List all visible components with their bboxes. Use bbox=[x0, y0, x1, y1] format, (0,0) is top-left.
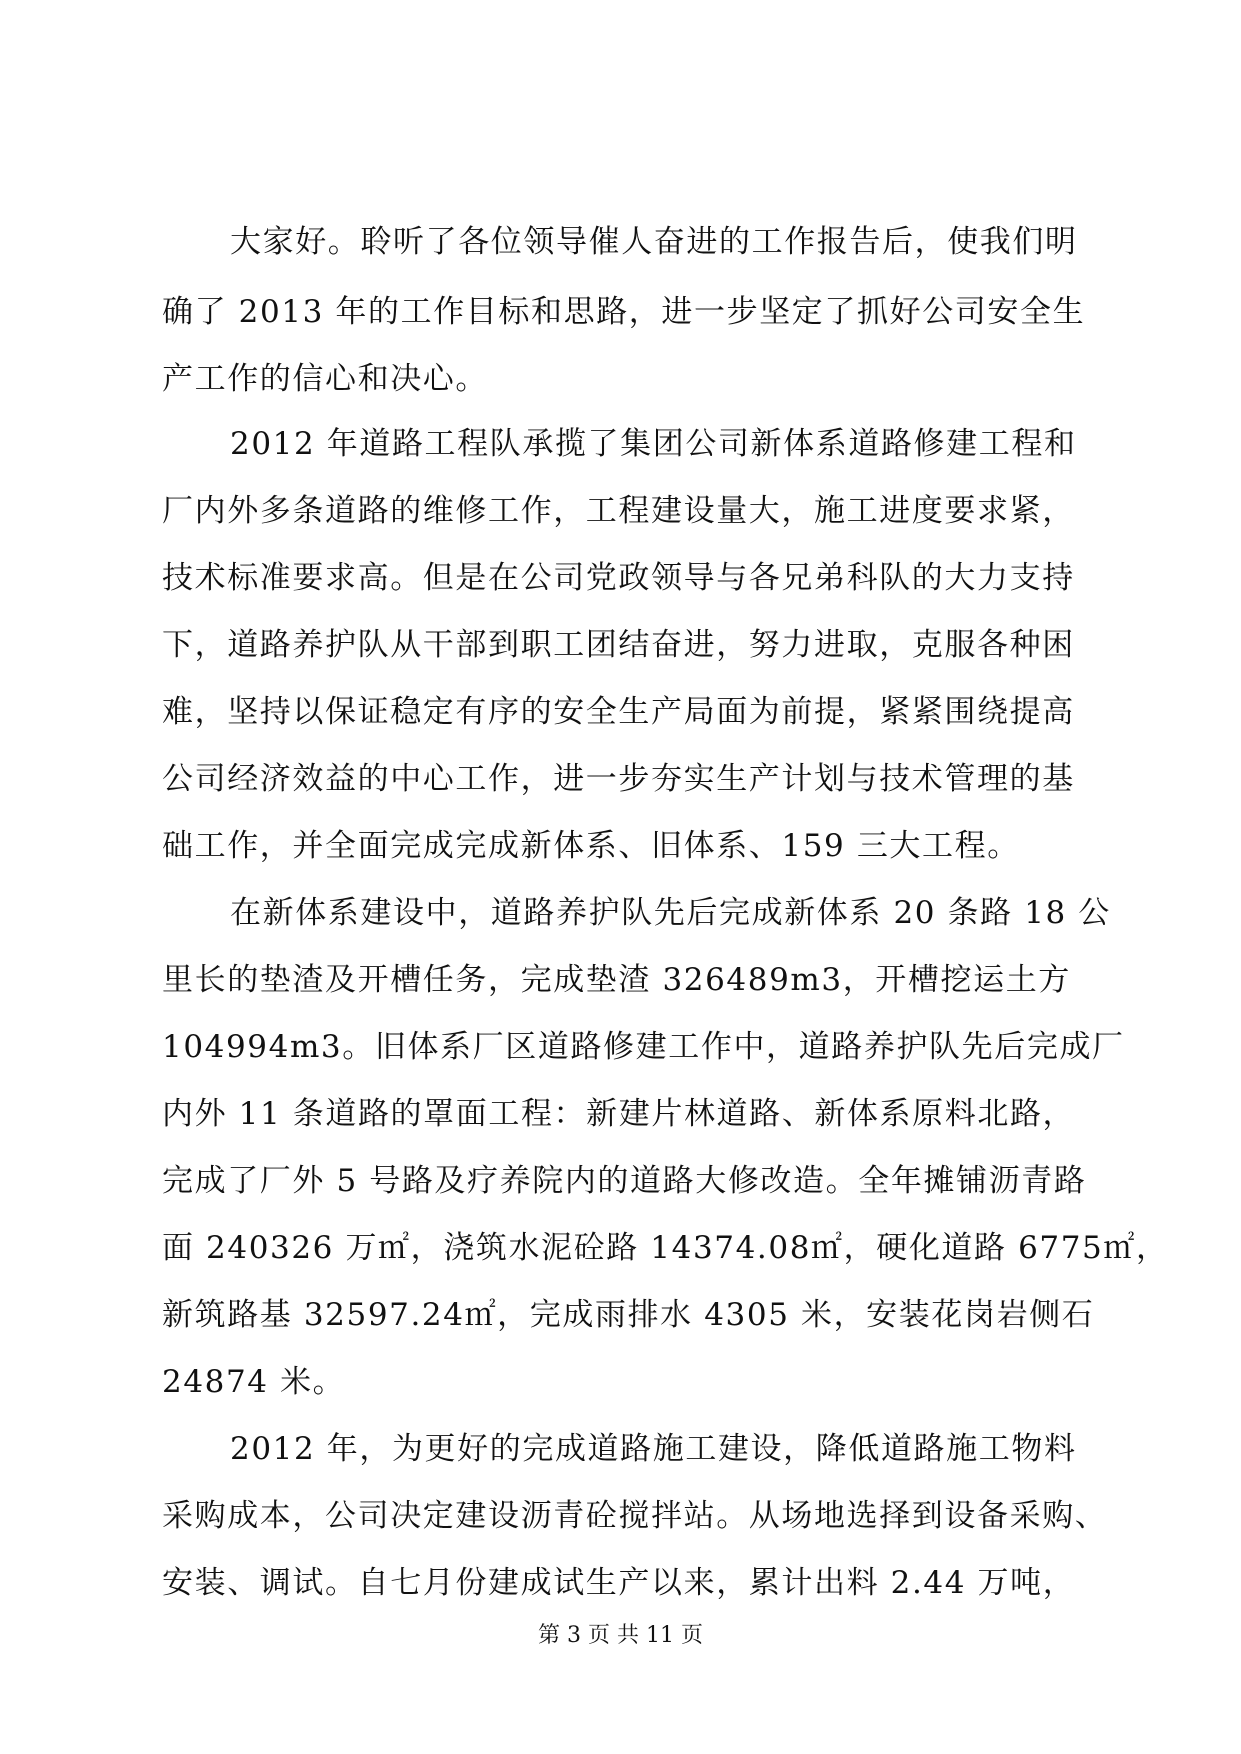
page-number-footer: 第 3 页 共 11 页 bbox=[538, 1623, 703, 1648]
paragraph-1-line-1: 大家好。聆听了各位领导催人奋进的工作报告后，使我们明 bbox=[230, 224, 1078, 260]
paragraph-4-line-1: 2012 年，为更好的完成道路施工建设，降低道路施工物料 bbox=[230, 1431, 1077, 1467]
paragraph-2-line-2: 厂内外多条道路的维修工作，工程建设量大，施工进度要求紧， bbox=[162, 493, 1075, 529]
paragraph-3-line-2: 里长的垫渣及开槽任务，完成垫渣 326489m3，开槽挖运土方 bbox=[162, 962, 1071, 998]
paragraph-3-line-5: 完成了厂外 5 号路及疗养院内的道路大修改造。全年摊铺沥青路 bbox=[162, 1163, 1087, 1199]
paragraph-3-line-7: 新筑路基 32597.24㎡，完成雨排水 4305 米，安装花岗岩侧石 bbox=[162, 1297, 1095, 1333]
paragraph-3-line-8: 24874 米。 bbox=[162, 1364, 346, 1400]
paragraph-2-line-6: 公司经济效益的中心工作，进一步夯实生产计划与技术管理的基 bbox=[162, 761, 1075, 797]
paragraph-3-line-3: 104994m3。旧体系厂区道路修建工作中，道路养护队先后完成厂 bbox=[162, 1029, 1125, 1065]
paragraph-3-line-6: 面 240326 万㎡，浇筑水泥砼路 14374.08㎡，硬化道路 6775㎡， bbox=[162, 1230, 1169, 1266]
paragraph-2-line-5: 难，坚持以保证稳定有序的安全生产局面为前提，紧紧围绕提高 bbox=[162, 694, 1075, 730]
paragraph-1-line-3: 产工作的信心和决心。 bbox=[162, 361, 488, 397]
paragraph-2-line-3: 技术标准要求高。但是在公司党政领导与各兄弟科队的大力支持 bbox=[162, 560, 1075, 596]
paragraph-2-line-7: 础工作，并全面完成完成新体系、旧体系、159 三大工程。 bbox=[162, 828, 1020, 864]
paragraph-4-line-2: 采购成本，公司决定建设沥青砼搅拌站。从场地选择到设备采购、 bbox=[162, 1498, 1108, 1534]
paragraph-1-line-2: 确了 2013 年的工作目标和思路，进一步坚定了抓好公司安全生 bbox=[162, 294, 1086, 330]
paragraph-4-line-3: 安装、调试。自七月份建成试生产以来，累计出料 2.44 万吨， bbox=[162, 1565, 1076, 1601]
paragraph-3-line-4: 内外 11 条道路的罩面工程：新建片林道路、新体系原料北路， bbox=[162, 1096, 1076, 1132]
paragraph-3-line-1: 在新体系建设中，道路养护队先后完成新体系 20 条路 18 公 bbox=[230, 895, 1111, 931]
paragraph-2-line-4: 下，道路养护队从干部到职工团结奋进，努力进取，克服各种困 bbox=[162, 627, 1075, 663]
paragraph-2-line-1: 2012 年道路工程队承揽了集团公司新体系道路修建工程和 bbox=[230, 426, 1077, 462]
